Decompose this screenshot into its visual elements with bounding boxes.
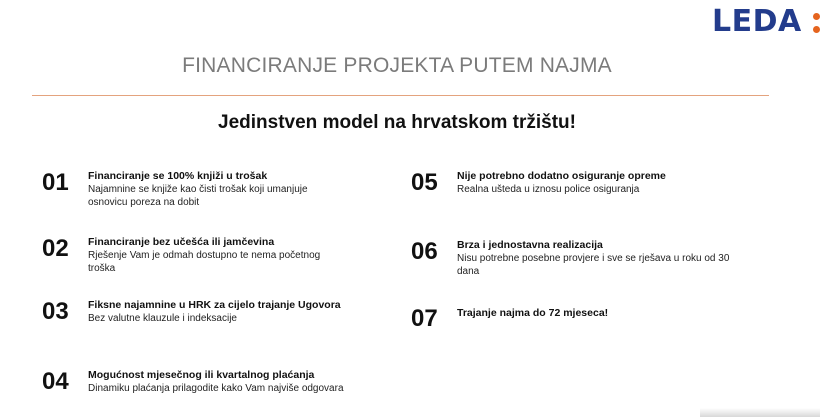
item-description: Nisu potrebne posebne provjere i sve se rješava u roku od 30 dana — [457, 253, 730, 277]
item-number: 03 — [42, 298, 69, 325]
item-heading: Brza i jednostavna realizacija — [457, 239, 603, 251]
item-number: 04 — [42, 368, 69, 395]
logo-text: LEDA — [712, 4, 802, 39]
item-heading: Financiranje se 100% knjiži u trošak — [88, 170, 268, 182]
item-heading: Fiksne najamnine u HRK za cijelo trajanje Ugovora — [88, 299, 341, 311]
page-edge-shadow — [700, 408, 820, 417]
item-number: 05 — [411, 169, 438, 196]
item-heading: Nije potrebno dodatno osiguranje opreme — [457, 170, 666, 182]
item-number: 01 — [42, 169, 69, 196]
item-description: Dinamiku plaćanja prilagodite kako Vam najviše odgovara — [88, 383, 344, 394]
item-number: 06 — [411, 238, 438, 265]
item-heading: Financiranje bez učešća ili jamčevina — [88, 236, 275, 248]
logo-dot-top — [813, 13, 820, 20]
logo-dot-bottom — [813, 26, 820, 33]
item-number: 02 — [42, 235, 69, 262]
item-heading: Mogućnost mjesečnog ili kvartalnog plaćanja — [88, 369, 315, 381]
item-heading: Trajanje najma do 72 mjeseca! — [457, 307, 609, 319]
page-title: FINANCIRANJE PROJEKTA PUTEM NAJMA — [182, 54, 612, 77]
item-number: 07 — [411, 305, 438, 332]
title-divider — [32, 95, 769, 96]
item-description: Realna ušteda u iznosu police osiguranja — [457, 184, 640, 195]
item-description: Rješenje Vam je odmah dostupno te nema početnog troška — [88, 250, 321, 274]
leda-logo — [712, 4, 802, 40]
page-subtitle: Jedinstven model na hrvatskom tržištu! — [218, 112, 576, 133]
item-description: Najamnine se knjiže kao čisti trošak koji umanjuje osnovicu poreza na dobit — [88, 184, 308, 208]
item-description: Bez valutne klauzule i indeksacije — [88, 313, 237, 324]
